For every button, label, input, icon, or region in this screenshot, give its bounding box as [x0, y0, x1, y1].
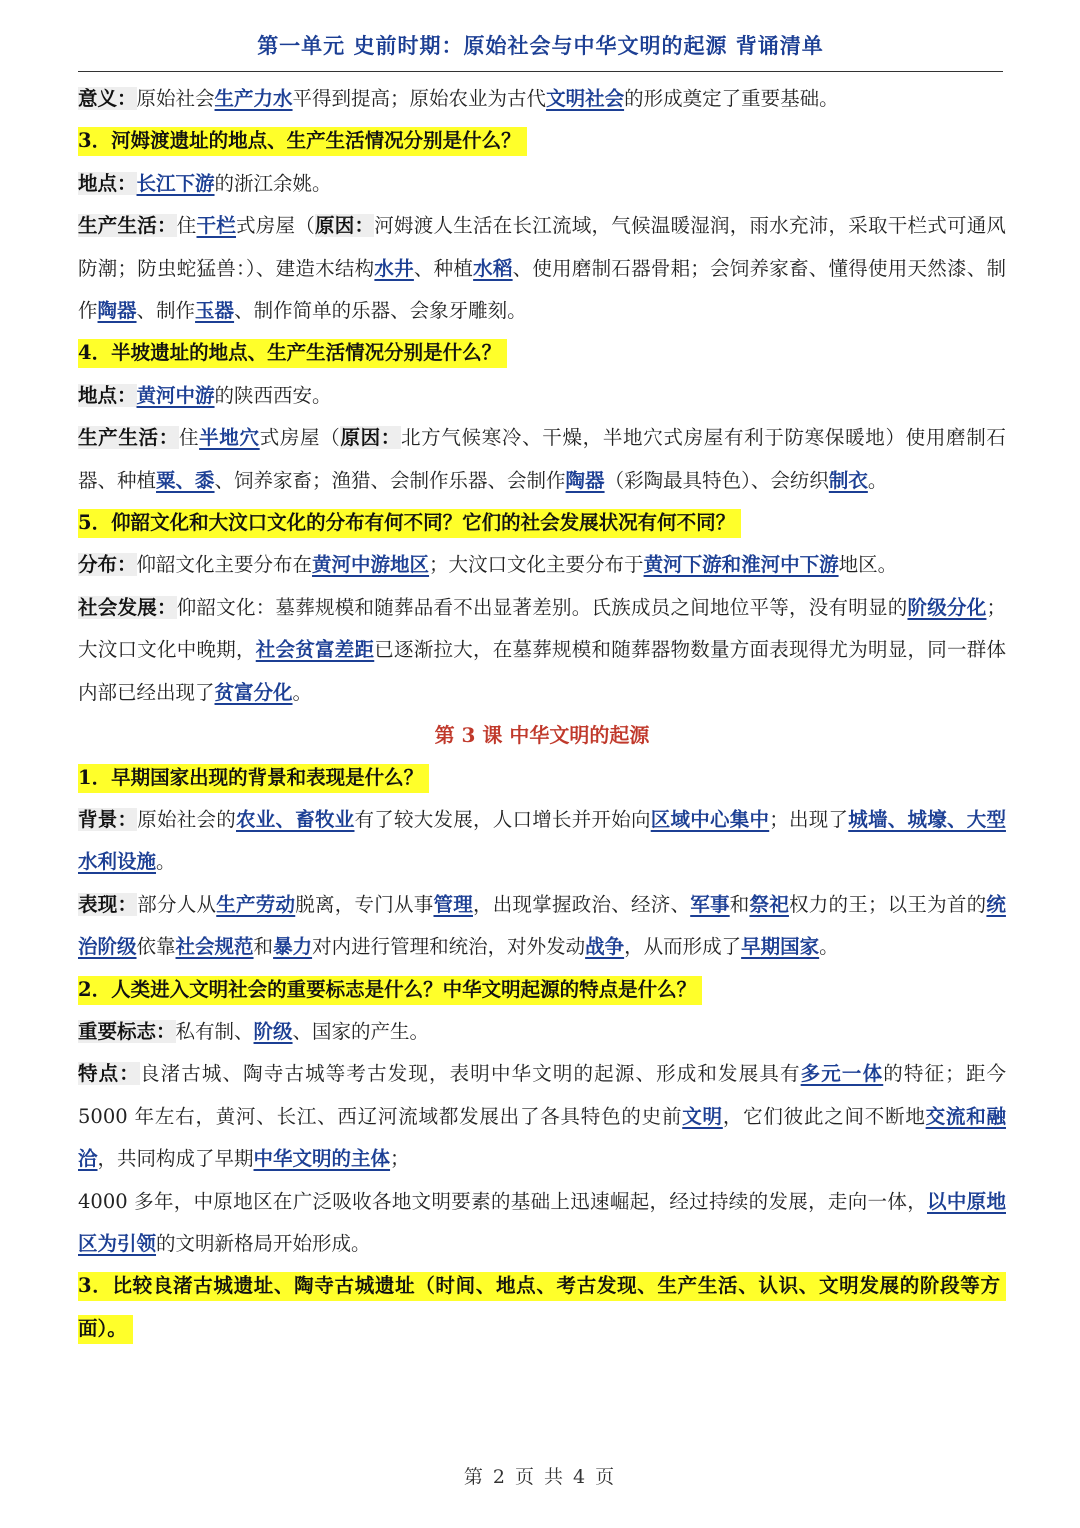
- body-text: ；大汶口文化主要分布于: [429, 553, 644, 577]
- body-text: （彩陶最具特色）、会纺织: [604, 468, 829, 492]
- key-term: 粟、黍: [156, 468, 215, 492]
- body-text: 和: [253, 935, 274, 959]
- field-label: 地点：: [78, 383, 137, 407]
- body-text: 、国家的产生。: [292, 1019, 430, 1043]
- question-heading: [78, 1265, 1006, 1350]
- body-paragraph: [78, 1053, 1006, 1180]
- field-label: 意义：: [78, 87, 137, 110]
- key-term: 统治阶级: [78, 892, 1006, 959]
- body-text: 的浙江余姚。: [214, 171, 332, 195]
- body-paragraph: [78, 163, 1006, 205]
- key-term: 长江下游: [136, 171, 215, 195]
- key-term: 陶器: [97, 299, 137, 323]
- body-text: 。: [156, 850, 176, 874]
- body-paragraph: [78, 587, 1006, 714]
- body-text: 、饲养家畜；渔猎、会制作乐器、会制作: [214, 468, 566, 492]
- body-text: 仰韶文化：墓葬规模和随葬品看不出显著差别。氏族成员之间地位平等，没有明显的: [176, 595, 908, 619]
- body-text: ，从而形成了: [624, 935, 742, 959]
- field-label: 特点：: [78, 1062, 140, 1086]
- key-term: 农业、畜牧业: [236, 807, 355, 831]
- key-term: 以中原地区为引领: [78, 1189, 1006, 1255]
- key-term: 区域中心集中: [650, 807, 770, 831]
- question-heading: [78, 969, 1006, 1011]
- key-term: 交流和融洽: [78, 1104, 1006, 1171]
- body-text: 原始社会的: [137, 807, 236, 831]
- key-term: 黄河下游和淮河中下游: [643, 553, 839, 577]
- key-term: 社会贫富差距: [255, 638, 375, 662]
- body-text: 、制作简单的乐器、会象牙雕刻。: [234, 299, 527, 323]
- body-text: 式房屋（: [236, 214, 315, 238]
- body-text: 平得到提高；原始农业为古代: [292, 87, 547, 110]
- body-paragraph: [78, 417, 1006, 502]
- key-term: 军事: [690, 892, 730, 916]
- page-header-title: 第一单元 史前时期：原始社会与中华文明的起源 背诵清单: [257, 33, 824, 58]
- question-text: 1．早期国家出现的背景和表现是什么？: [78, 764, 429, 793]
- key-term: 城墙、城壕、大型水利设施: [78, 807, 1006, 874]
- body-text: 式房屋（: [259, 426, 341, 450]
- key-term: 玉器: [195, 299, 235, 323]
- key-term: 制衣: [828, 468, 868, 492]
- key-term: 黄河中游: [136, 383, 215, 407]
- body-text: ，它们彼此之间不断地: [722, 1104, 926, 1128]
- field-label: 分布：: [78, 553, 137, 577]
- page-footer: 第 2 页 共 4 页: [463, 1466, 617, 1488]
- body-text: 部分人从: [137, 892, 217, 916]
- key-term: 水稻: [473, 256, 513, 280]
- key-term: 贫富分化: [214, 680, 293, 704]
- key-term: 多元一体: [800, 1062, 884, 1086]
- key-term: 早期国家: [741, 935, 820, 959]
- body-text: 、种植: [413, 256, 474, 280]
- body-text: 河姆渡人生活在长江流域，气候温暖湿润，雨水充沛，采取干栏式可通风防潮；防虫蛇猛兽：）、建造木结构: [78, 214, 1006, 280]
- body-text: 脱离，专门从事: [295, 892, 434, 916]
- page-content: [78, 78, 1006, 1350]
- body-text: 住: [176, 214, 197, 238]
- key-term: 生产力水: [214, 87, 293, 110]
- body-paragraph: [78, 799, 1006, 884]
- body-paragraph: [78, 1181, 1006, 1266]
- question-heading: [78, 757, 1006, 799]
- question-text: 3．河姆渡遗址的地点、生产生活情况分别是什么？: [78, 127, 527, 156]
- body-text: 。: [292, 680, 313, 704]
- body-text: 和: [729, 892, 750, 916]
- body-text: 已逐渐拉大，在墓葬规模和随葬器物数量方面表现得尤为明显，同一群体内部已经出现了: [78, 638, 1006, 704]
- key-term: 暴力: [273, 935, 313, 959]
- key-term: 战争: [585, 935, 625, 959]
- body-text: 。: [819, 935, 839, 959]
- field-label: 社会发展：: [78, 595, 177, 619]
- question-text: 2．人类进入文明社会的重要标志是什么？中华文明起源的特点是什么？: [78, 976, 702, 1005]
- body-text: ；出现了: [769, 807, 849, 831]
- key-term: 水井: [374, 256, 414, 280]
- question-text: 4．半坡遗址的地点、生产生活情况分别是什么？: [78, 339, 507, 368]
- key-term: 社会规范: [175, 935, 254, 959]
- key-term: 陶器: [565, 468, 605, 492]
- key-term: 阶级分化: [907, 595, 987, 619]
- body-paragraph: [78, 1011, 1006, 1053]
- body-text: 的形成奠定了重要基础。: [624, 87, 839, 110]
- body-text: 、制作: [136, 299, 196, 323]
- body-text: 仰韶文化主要分布在: [136, 553, 313, 577]
- body-text: 的特征；距今 5000 年左右，黄河、长江、西辽河流域都发展出了各具特色的史前: [78, 1062, 1006, 1128]
- key-term: 阶级: [253, 1019, 293, 1043]
- field-label: 表现：: [78, 892, 138, 916]
- body-paragraph: [78, 884, 1006, 969]
- field-label: 重要标志：: [78, 1019, 176, 1043]
- body-text: 的文明新格局开始形成。: [156, 1231, 371, 1255]
- question-heading: [78, 120, 1006, 162]
- key-term: 半地穴: [199, 426, 260, 450]
- question-heading: [78, 332, 1006, 374]
- body-text: 住: [178, 426, 200, 450]
- key-term: 干栏: [196, 214, 236, 238]
- key-term: 文明: [682, 1104, 723, 1128]
- body-text: 地区。: [838, 553, 898, 577]
- body-text: ，共同构成了早期: [97, 1147, 254, 1171]
- body-paragraph: [78, 78, 1006, 120]
- body-paragraph: [78, 544, 1006, 586]
- body-text: 私有制、: [175, 1019, 254, 1043]
- key-term: 文明社会: [546, 87, 625, 110]
- key-term: 黄河中游地区: [312, 553, 430, 577]
- key-term: 祭祀: [749, 892, 789, 916]
- body-text: 的陕西西安。: [214, 383, 332, 407]
- lesson-title: 第 3 课 中华文明的起源: [434, 723, 650, 748]
- body-text: 有了较大发展，人口增长并开始向: [354, 807, 651, 831]
- body-text: ；: [390, 1147, 410, 1171]
- field-label: 地点：: [78, 171, 137, 195]
- question-heading: [78, 502, 1006, 544]
- question-text: 3．比较良渚古城遗址、陶寺古城遗址（时间、地点、考古发现、生产生活、认识、文明发展的阶段等方面）。: [78, 1272, 1006, 1343]
- question-text: 5．仰韶文化和大汶口文化的分布有何不同？它们的社会发展状况有何不同？: [78, 509, 741, 538]
- field-label: 生产生活：: [78, 426, 179, 450]
- body-text: 4000 多年，中原地区在广泛吸收各地文明要素的基础上迅速崛起，经过持续的发展，走向一体，: [78, 1189, 928, 1213]
- body-text: 良渚古城、陶寺古城等考古发现，表明中华文明的起源、形成和发展具有: [139, 1062, 801, 1086]
- body-text: 原始社会: [136, 87, 215, 110]
- key-term: 管理: [433, 892, 473, 916]
- body-text: 北方气候寒冷、干燥，半地穴式房屋有利于防寒保暖地）使用磨制石器、种植: [78, 426, 1006, 492]
- field-label: 原因：: [340, 426, 401, 450]
- key-term: 中华文明的主体: [253, 1147, 391, 1171]
- field-label: 生产生活：: [78, 214, 177, 238]
- field-label: 原因：: [315, 214, 375, 238]
- body-text: 、使用磨制石器骨耜；会饲养家畜、懂得使用天然漆、制作: [78, 256, 1006, 323]
- body-text: 。: [867, 468, 888, 492]
- key-term: 生产劳动: [216, 892, 296, 916]
- body-paragraph: [78, 205, 1006, 332]
- body-text: 依靠: [136, 935, 176, 959]
- header-divider: [78, 71, 1003, 72]
- body-text: ，出现掌握政治、经济、: [472, 892, 691, 916]
- body-paragraph: [78, 375, 1006, 417]
- field-label: 背景：: [78, 807, 138, 831]
- body-text: ；大汶口文化中晚期，: [78, 595, 1006, 662]
- body-text: 权力的王；以王为首的: [788, 892, 987, 916]
- body-text: 对内进行管理和统治，对外发动: [312, 935, 586, 959]
